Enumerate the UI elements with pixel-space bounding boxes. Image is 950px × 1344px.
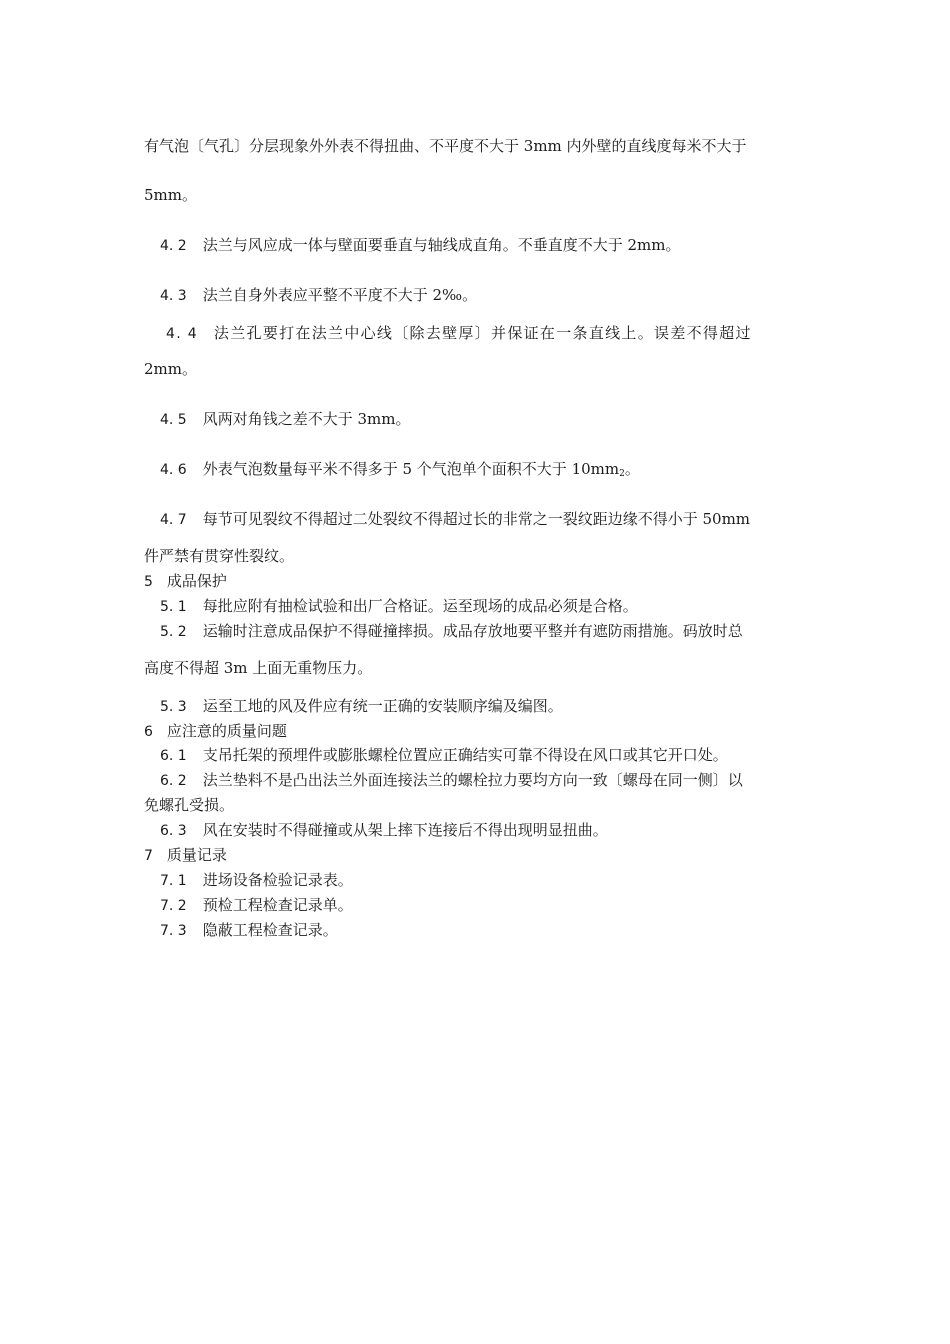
clause-6-1: [160, 745, 728, 766]
clause-4-5: [160, 409, 410, 430]
clause-number: 4. 4: [166, 326, 198, 342]
clause-text: 每节可见裂纹不得超过二处裂纹不得超过长的非常之一裂纹距边缘不得小于 50mm: [202, 510, 751, 528]
clause-text: 风两对角钱之差不大于 3mm。: [202, 410, 411, 428]
clause-number: 4. 2: [160, 238, 187, 254]
clause-text: 外表气泡数量每平米不得多于 5 个气泡单个面积不大于 10mm: [202, 460, 620, 478]
clause-7-3: [160, 920, 338, 941]
clause-6-3: [160, 820, 608, 841]
paragraph-line: 5mm。: [144, 186, 197, 204]
clause-number: 5. 1: [160, 599, 187, 615]
clause-4-7: [160, 509, 750, 530]
section-heading-5: [144, 571, 227, 592]
clause-text: 法兰与风应成一体与壁面要垂直与轴线成直角。不垂直度不大于 2mm。: [202, 236, 681, 254]
clause-number: 7. 2: [160, 898, 187, 914]
section-number: 5: [144, 574, 153, 590]
clause-number: 7. 3: [160, 923, 187, 939]
clause-7-1: [160, 870, 353, 891]
clause-text: 法兰孔要打在法兰中心线〔除去壁厚〕并保证在一条直线上。误差不得超过: [213, 324, 752, 342]
clause-number: 6. 2: [160, 773, 187, 789]
clause-7-2: [160, 895, 353, 916]
clause-6-2: [160, 770, 743, 791]
clause-number: 6. 3: [160, 823, 187, 839]
clause-4-6: 4. 6 外表气泡数量每平米不得多于 5 个气泡单个面积不大于 $10mm_2$。: [160, 460, 640, 479]
clause-text: 预检工程检查记录单。: [202, 896, 353, 914]
clause-text: 运至工地的风及件应有统一正确的安装顺序编及编图。: [202, 697, 563, 715]
paragraph-line: 有气泡〔气孔〕分层现象外外表不得扭曲、不平度不大于 3mm 内外壁的直线度每米不大于: [144, 137, 747, 155]
clause-4-3: [160, 285, 477, 306]
clause-number: 5. 3: [160, 699, 187, 715]
clause-text: 运输时注意成品保护不得碰撞摔损。成品存放地要平整并有遮防雨措施。码放时总: [202, 622, 743, 640]
clause-number: 4. 7: [160, 512, 187, 528]
clause-text: 隐蔽工程检查记录。: [202, 921, 338, 939]
paragraph-line: 高度不得超 3m 上面无重物压力。: [144, 659, 373, 677]
paragraph-line: 2mm。: [144, 360, 197, 378]
paragraph-line: 免螺孔受损。: [144, 796, 235, 814]
section-title: 质量记录: [166, 846, 227, 864]
section-heading-7: [144, 845, 227, 866]
clause-text: 法兰自身外表应平整不平度不大于 2‰。: [202, 286, 478, 304]
section-heading-6: [144, 721, 287, 742]
paragraph-line: 件严禁有贯穿性裂纹。: [144, 547, 295, 565]
section-title: 成品保护: [166, 572, 227, 590]
clause-4-2: [160, 235, 680, 256]
clause-text: 法兰垫料不是凸出法兰外面连接法兰的螺栓拉力要均方向一致〔螺母在同一侧〕以: [202, 771, 743, 789]
clause-text: 进场设备检验记录表。: [202, 871, 353, 889]
clause-text: 风在安装时不得碰撞或从架上摔下连接后不得出现明显扭曲。: [202, 821, 608, 839]
clause-text: 每批应附有抽检试验和出厂合格证。运至现场的成品必须是合格。: [202, 597, 638, 615]
clause-number: 6. 1: [160, 748, 187, 764]
section-number: 6: [144, 724, 153, 740]
clause-number: 5. 2: [160, 624, 187, 640]
clause-number: 4. 6: [160, 462, 187, 478]
clause-number: 4. 3: [160, 288, 187, 304]
clause-5-3: [160, 696, 563, 717]
section-number: 7: [144, 848, 153, 864]
clause-text: 支吊托架的预埋件或膨胀螺栓位置应正确结实可靠不得设在风口或其它开口处。: [202, 746, 728, 764]
clause-number: 7. 1: [160, 873, 187, 889]
clause-number: 4. 5: [160, 412, 187, 428]
section-title: 应注意的质量问题: [166, 722, 287, 740]
clause-4-4: [166, 323, 752, 344]
subscript: 2: [619, 469, 625, 479]
clause-5-1: [160, 596, 638, 617]
clause-5-2: [160, 621, 743, 642]
